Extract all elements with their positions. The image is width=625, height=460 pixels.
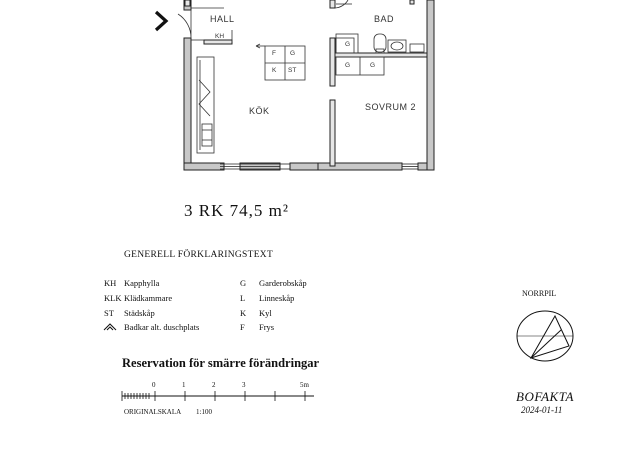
room-label-bad: BAD [374, 14, 395, 24]
bath-shower-icon [103, 323, 117, 331]
legend-code-k: K [240, 308, 247, 318]
kitchen-counter [197, 57, 214, 153]
scale-tick-1: 1 [182, 381, 186, 389]
code-st: ST [288, 67, 297, 74]
scale-tick-3: 3 [242, 381, 246, 389]
scale-tick-2: 2 [212, 381, 216, 389]
code-g2: G [345, 41, 351, 48]
legend-text-linneskap: Linneskåp [259, 293, 295, 303]
brand-name: BOFAKTA [516, 389, 574, 404]
code-k: K [272, 67, 277, 74]
north-label: NORRPIL [522, 289, 557, 298]
legend-code-kh: KH [104, 278, 117, 288]
legend-code-st: ST [104, 308, 114, 318]
outer-walls [184, 0, 434, 170]
code-g3: G [345, 62, 351, 69]
legend-code-g: G [240, 278, 247, 288]
code-kh: KH [215, 33, 225, 40]
legend-code-l: L [240, 293, 246, 303]
interior-walls [185, 0, 427, 166]
scale-tick-5m: 5m [300, 381, 309, 389]
room-label-sovrum2: SOVRUM 2 [365, 102, 417, 112]
hall-door [178, 10, 191, 38]
legend-code-f: F [240, 322, 245, 332]
legend-text-kyl: Kyl [259, 308, 272, 318]
scale-original-label: ORIGINALSKALA [124, 408, 182, 416]
room-label-kok: KÖK [249, 106, 270, 116]
code-g4: G [370, 62, 376, 69]
scale-bar [120, 388, 320, 404]
legend-text-kladkammare: Klädkammare [124, 293, 173, 303]
apartment-area-label: 3 RK 74,5 m² [184, 201, 289, 220]
north-arrow-icon [513, 308, 577, 364]
reservation-note: Reservation för smärre förändringar [122, 356, 320, 370]
legend-text-garderobskap: Garderobskåp [259, 278, 307, 288]
room-label-hall: HALL [210, 14, 235, 24]
code-g1: G [290, 50, 296, 57]
scale-tick-0: 0 [152, 381, 156, 389]
brand-date: 2024-01-11 [521, 405, 563, 415]
legend-title: GENERELL FÖRKLARINGSTEXT [124, 250, 274, 260]
legend-text-kapphylla: Kapphylla [124, 278, 160, 288]
entrance-arrow-icon [156, 12, 166, 30]
legend-text-stadskap: Städskåp [124, 308, 155, 318]
cabinet-block [256, 44, 305, 80]
legend-text-badkar: Badkar alt. duschplats [124, 322, 200, 332]
scale-ratio: 1:100 [196, 408, 212, 416]
legend-text-frys: Frys [259, 322, 275, 332]
legend-code-klk: KLK [104, 293, 122, 303]
code-f: F [272, 50, 276, 57]
